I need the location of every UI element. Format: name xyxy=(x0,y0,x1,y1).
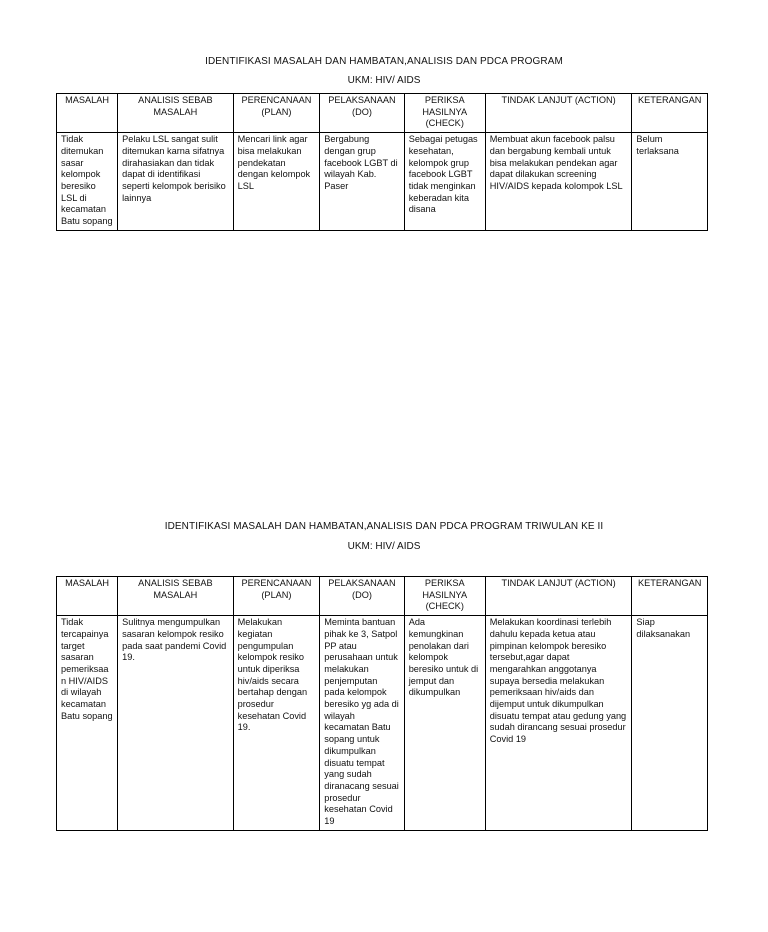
cell-analisis: Sulitnya mengumpulkan sasaran kelompok resiko pada saat pandemi Covid 19. xyxy=(118,616,234,831)
cell-masalah: Tidak tercapainya target sasaran pemeriksaan HIV/AIDS di wilayah kecamatan Batu sopang xyxy=(57,616,118,831)
header-keterangan: KETERANGAN xyxy=(632,577,708,616)
header-masalah: MASALAH xyxy=(57,94,118,133)
pdca-table-1 xyxy=(56,93,708,231)
table-row xyxy=(57,133,708,231)
cell-keterangan: Siap dilaksanakan xyxy=(632,616,708,831)
header-masalah: MASALAH xyxy=(57,577,118,616)
header-pelaksanaan: PELAKSANAAN (DO) xyxy=(320,94,404,133)
cell-tindak-lanjut: Membuat akun facebook palsu dan bergabung kembali untuk bisa melakukan pendekan agar dapat dilakukan screening HIV/AIDS kepada kolompok LSL xyxy=(485,133,632,231)
section-1-subtitle: UKM: HIV/ AIDS xyxy=(347,75,421,86)
header-keterangan: KETERANGAN xyxy=(632,94,708,133)
pdca-table-2 xyxy=(56,576,708,831)
cell-periksa: Ada kemungkinan penolakan dari kelompok beresiko untuk di jemput dan dikumpulkan xyxy=(404,616,485,831)
table-header-row xyxy=(57,577,708,616)
cell-pelaksanaan: Meminta bantuan pihak ke 3, Satpol PP atau perusahaan untuk melakukan penjemputan pada kelompok beresiko yg ada di wilayah kecamatan Batu sopang untuk dikumpulkan disuatu tempat yang sudah diranacang sesuai prosedur kesehatan Covid 19 xyxy=(320,616,404,831)
cell-perencanaan: Mencari link agar bisa melakukan pendekatan dengan kelompok LSL xyxy=(233,133,320,231)
cell-periksa: Sebagai petugas kesehatan, kelompok grup facebook LGBT tidak menginkan keberadan kita disana xyxy=(404,133,485,231)
header-perencanaan: PERENCANAAN (PLAN) xyxy=(233,577,320,616)
cell-masalah: Tidak ditemukan sasar kelompok beresiko LSL di kecamatan Batu sopang xyxy=(57,133,118,231)
header-periksa: PERIKSA HASILNYA (CHECK) xyxy=(404,577,485,616)
header-analisis: ANALISIS SEBAB MASALAH xyxy=(118,94,234,133)
header-pelaksanaan: PELAKSANAAN (DO) xyxy=(320,577,404,616)
section-2-title: IDENTIFIKASI MASALAH DAN HAMBATAN,ANALISIS DAN PDCA PROGRAM TRIWULAN KE II xyxy=(164,521,604,532)
cell-tindak-lanjut: Melakukan koordinasi terlebih dahulu kepada ketua atau pimpinan kelompok beresiko tersebut,agar dapat mengarahkan anggotanya supaya bersedia melakukan pemeriksaan hiv/aids dan dijemput untuk dikumpulkan disuatu tempat atau gedung yang sudah dirancang sesuai prosedur Covid 19 xyxy=(485,616,632,831)
cell-keterangan: Belum terlaksana xyxy=(632,133,708,231)
section-2-subtitle: UKM: HIV/ AIDS xyxy=(347,541,421,552)
cell-pelaksanaan: Bergabung dengan grup facebook LGBT di wilayah Kab. Paser xyxy=(320,133,404,231)
cell-perencanaan: Melakukan kegiatan pengumpulan kelompok resiko untuk diperiksa hiv/aids secara bertahap dengan prosedur kesehatan Covid 19. xyxy=(233,616,320,831)
section-1-title: IDENTIFIKASI MASALAH DAN HAMBATAN,ANALISIS DAN PDCA PROGRAM xyxy=(205,56,563,67)
table-row xyxy=(57,616,708,831)
header-periksa: PERIKSA HASILNYA (CHECK) xyxy=(404,94,485,133)
cell-analisis: Pelaku LSL sangat sulit ditemukan karna sifatnya dirahasiakan dan tidak dapat di identifikasi seperti kelompok berisiko lainnya xyxy=(118,133,234,231)
header-analisis: ANALISIS SEBAB MASALAH xyxy=(118,577,234,616)
table-header-row xyxy=(57,94,708,133)
header-tindak-lanjut: TINDAK LANJUT (ACTION) xyxy=(485,94,632,133)
header-perencanaan: PERENCANAAN (PLAN) xyxy=(233,94,320,133)
header-tindak-lanjut: TINDAK LANJUT (ACTION) xyxy=(485,577,632,616)
